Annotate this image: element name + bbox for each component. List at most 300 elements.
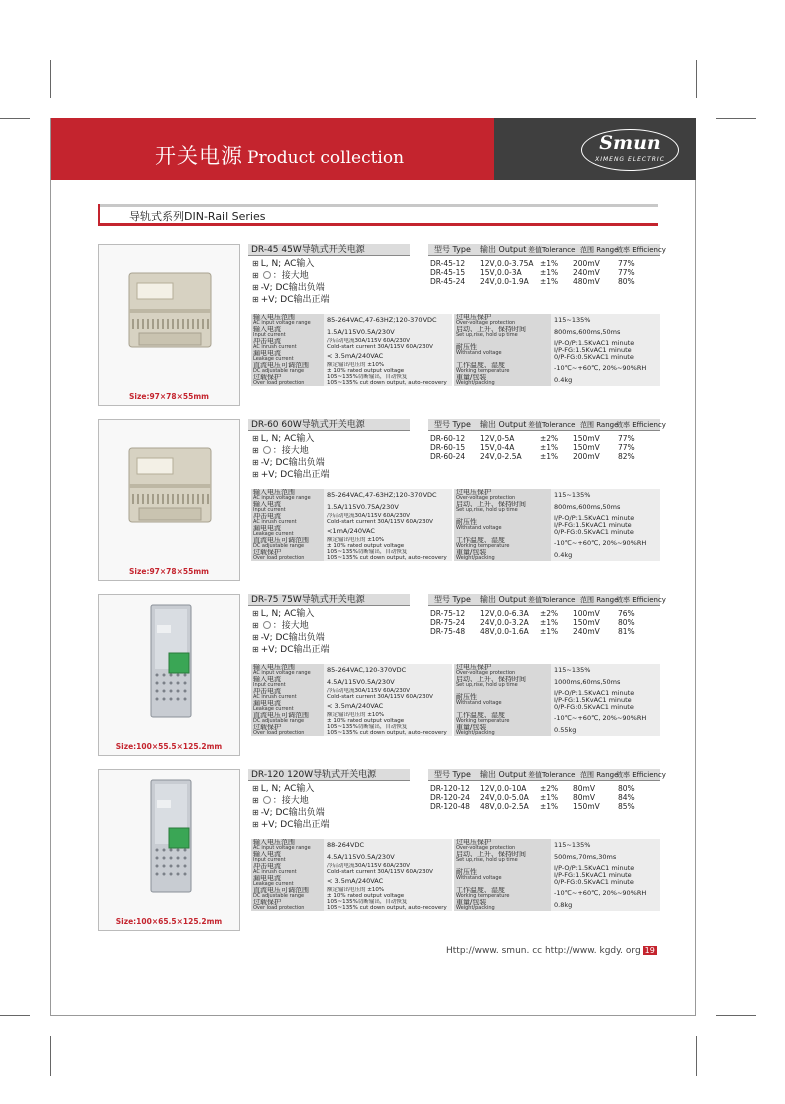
param-cell <box>324 489 452 501</box>
model-tolerance: ±1% <box>540 443 559 452</box>
product-title: DR-45 45W导轨式开关电源 <box>251 245 365 255</box>
text-value: -10℃~+60℃, 20%~90%RH <box>554 364 647 372</box>
model-efficiency: 77% <box>618 268 635 277</box>
model-row <box>428 802 660 811</box>
input-current-value: 4.5A/115V0.5A/230V <box>327 853 395 861</box>
model-tolerance: ±2% <box>540 784 559 793</box>
feature-item <box>252 258 422 270</box>
model-row <box>428 627 660 636</box>
param-cell <box>324 688 452 700</box>
model-range: 100mV <box>573 609 600 618</box>
model-tolerance: ±1% <box>540 259 559 268</box>
param-row <box>251 724 660 736</box>
text-value: 额定输出电压的 ±10% <box>327 887 385 893</box>
logo-sub: XIMENG ELECTRIC <box>595 156 665 163</box>
text-value: 105~135% cut down output, auto-recovery <box>327 905 447 911</box>
param-cell <box>454 899 551 911</box>
param-cell <box>551 839 660 851</box>
model-range: 150mV <box>573 434 600 443</box>
spec-header-efficiency: 效率 Efficiency <box>616 246 666 254</box>
text-value: Weight/packing <box>456 555 495 561</box>
model-range: 150mV <box>573 802 600 811</box>
text-value: Weight/packing <box>456 380 495 386</box>
text-value: I/P-O/P:1.5KvAC1 minute <box>554 864 635 872</box>
product-block <box>98 769 666 934</box>
text-value: 冷启动电流30A/115V 60A/230V <box>327 338 410 344</box>
text-value: 105~135%切断输出，自动恢复 <box>327 724 408 730</box>
feature-item <box>252 644 422 656</box>
text-value: L, N; AC输入 <box>260 784 315 794</box>
model-type: DR-120-48 <box>430 802 470 811</box>
model-range: 200mV <box>573 452 600 461</box>
text-value: DC adjustable range <box>253 368 305 374</box>
param-cell <box>324 664 452 676</box>
spec-header-range: 范围 Range <box>580 596 619 604</box>
setup-value: 800ms,600ms,50ms <box>554 328 621 336</box>
model-output: 24V,0-2.5A <box>480 452 522 461</box>
input-current-value: 1.5A/115V0.75A/230V <box>327 503 399 511</box>
param-cell <box>251 326 324 338</box>
text-value: DC adjustable range <box>253 718 305 724</box>
text-value: 105~135% cut down output, auto-recovery <box>327 555 447 561</box>
model-type: DR-60-24 <box>430 452 466 461</box>
param-cell <box>324 863 452 875</box>
param-row <box>251 676 660 688</box>
param-row <box>251 899 660 911</box>
param-cell <box>324 350 452 362</box>
text-value: I/P-O/P:1.5KvAC1 minute <box>554 339 635 347</box>
text-value: Cold-start current 30A/115V 60A/230V <box>327 344 433 350</box>
text-value: 105~135% cut down output, auto-recovery <box>327 730 447 736</box>
text-value: 过电压保护 <box>456 664 491 671</box>
model-row <box>428 277 660 286</box>
product-photo <box>98 769 240 931</box>
text-value: 过电压保护 <box>456 839 491 846</box>
param-cell <box>324 724 452 736</box>
text-value: ± 10% rated output voltage <box>327 368 405 374</box>
ac-input-value: 85-264VAC,120-370VDC <box>327 666 407 674</box>
text-value: 漏电电流 <box>253 350 281 357</box>
model-table <box>428 609 660 636</box>
param-cell <box>454 851 551 863</box>
text-value: AC input voltage range <box>253 495 311 501</box>
earth-icon <box>263 446 271 454</box>
text-value: 115~135% <box>554 491 591 499</box>
spec-header-range: 范围 Range <box>580 421 619 429</box>
model-row <box>428 784 660 793</box>
param-cell <box>454 688 551 712</box>
spec-header-tolerance: 差值Tolerance <box>528 771 576 779</box>
model-tolerance: ±1% <box>540 793 559 802</box>
param-cell <box>551 374 660 386</box>
text-value: 105~135%切断输出，自动恢复 <box>327 374 408 380</box>
text-value: L, N; AC输入 <box>260 609 315 619</box>
param-row <box>251 326 660 338</box>
text-value: Set up,rise, hold up time <box>456 332 518 338</box>
crop-mark <box>50 1036 51 1076</box>
header-banner <box>51 118 696 180</box>
text-value: -10℃~+60℃, 20%~90%RH <box>554 539 647 547</box>
param-cell <box>551 314 660 326</box>
text-value: Input current <box>253 682 286 688</box>
product-block <box>98 594 666 759</box>
text-value: Withstand voltage <box>456 875 502 881</box>
text-value: 输入电压范围 <box>253 839 295 846</box>
text-value: Leakage current <box>253 881 294 887</box>
text-value: Withstand voltage <box>456 525 502 531</box>
feature-item <box>252 807 422 819</box>
product-title-bar <box>248 594 410 606</box>
footer <box>446 946 657 956</box>
crop-mark <box>0 118 30 119</box>
feature-item <box>252 457 422 469</box>
text-value: Over load protection <box>253 380 305 386</box>
spec-header-range: 范围 Range <box>580 246 619 254</box>
model-type: DR-45-24 <box>430 277 466 286</box>
plus-box-icon: ⊞ <box>252 796 259 805</box>
product-photo-icon <box>99 245 240 385</box>
text-value: Working temperature <box>456 718 510 724</box>
earth-icon <box>263 271 271 279</box>
text-value: 115~135% <box>554 316 591 324</box>
plus-box-icon: ⊞ <box>252 820 259 829</box>
setup-value: 500ms,70ms,30ms <box>554 853 617 861</box>
text-value: Weight/packing <box>456 730 495 736</box>
text-value: Input current <box>253 332 286 338</box>
model-type: DR-45-12 <box>430 259 466 268</box>
model-type: DR-75-48 <box>430 627 466 636</box>
param-cell <box>324 851 452 863</box>
product-title-bar <box>248 769 410 781</box>
ac-input-value: 85-264VAC,47-63HZ;120-370VDC <box>327 491 437 499</box>
feature-item <box>252 270 422 282</box>
text-value: 耐压性 <box>456 343 477 351</box>
text-value: +V; DC输出正端 <box>260 820 330 830</box>
plus-box-icon: ⊞ <box>252 645 259 654</box>
model-output: 15V,0-4A <box>480 443 515 452</box>
param-cell <box>454 501 551 513</box>
plus-box-icon: ⊞ <box>252 470 259 479</box>
param-cell <box>454 537 551 549</box>
param-cell <box>324 326 452 338</box>
text-value: 过电压保护 <box>456 489 491 496</box>
text-value: Leakage current <box>253 706 294 712</box>
param-cell <box>551 338 660 362</box>
section-edge <box>98 204 100 226</box>
spec-header-output: 输出 Output <box>480 770 527 779</box>
text-value: 工作温度、湿度 <box>456 712 505 719</box>
product-photo-icon <box>99 770 240 910</box>
model-efficiency: 77% <box>618 443 635 452</box>
text-value: Cold-start current 30A/115V 60A/230V <box>327 869 433 875</box>
spec-header-efficiency: 效率 Efficiency <box>616 596 666 604</box>
spec-header-output: 输出 Output <box>480 595 527 604</box>
param-cell <box>454 863 551 887</box>
section-line-top <box>98 204 658 207</box>
text-value: -10℃~+60℃, 20%~90%RH <box>554 714 647 722</box>
model-tolerance: ±2% <box>540 434 559 443</box>
param-cell <box>551 549 660 561</box>
text-value: 过载保护 <box>253 374 281 381</box>
param-row <box>251 549 660 561</box>
leakage-value: < 3.5mA/240VAC <box>327 877 384 885</box>
param-cell <box>324 839 452 851</box>
feature-item <box>252 469 422 481</box>
text-value: Leakage current <box>253 356 294 362</box>
spec-header <box>428 244 666 256</box>
param-cell <box>454 664 551 676</box>
weight-value: 0.4kg <box>554 551 573 559</box>
param-cell <box>251 489 324 501</box>
earth-icon <box>263 621 271 629</box>
text-value: ：接大地 <box>272 446 309 456</box>
text-value: 过载保护 <box>253 549 281 556</box>
text-value: Over-voltage protection <box>456 670 516 676</box>
param-row <box>251 513 660 549</box>
feature-item <box>252 433 422 445</box>
param-cell <box>551 664 660 676</box>
param-cell <box>251 899 324 911</box>
input-current-value: 4.5A/115V0.5A/230V <box>327 678 395 686</box>
model-type: DR-75-12 <box>430 609 466 618</box>
model-efficiency: 84% <box>618 793 635 802</box>
setup-value: 1000ms,60ms,50ms <box>554 678 621 686</box>
model-range: 240mV <box>573 627 600 636</box>
text-value: Over-voltage protection <box>456 845 516 851</box>
text-value: L, N; AC输入 <box>260 259 315 269</box>
feature-item <box>252 608 422 620</box>
section-header <box>98 204 658 226</box>
text-value: -10℃~+60℃, 20%~90%RH <box>554 889 647 897</box>
text-value: 直流电压可调范围 <box>253 537 309 544</box>
param-cell <box>454 676 551 688</box>
text-value: I/P-O/P:1.5KvAC1 minute <box>554 689 635 697</box>
product-photo-icon <box>99 595 240 735</box>
spec-header <box>428 594 666 606</box>
text-value: Working temperature <box>456 368 510 374</box>
plus-box-icon: ⊞ <box>252 283 259 292</box>
param-row <box>251 314 660 326</box>
text-value: ：接大地 <box>272 796 309 806</box>
product-title: DR-60 60W导轨式开关电源 <box>251 420 365 430</box>
text-value: 冲击电流 <box>253 513 281 520</box>
param-cell <box>551 489 660 501</box>
text-value: 105~135%切断输出，自动恢复 <box>327 899 408 905</box>
param-cell <box>324 537 452 549</box>
text-value: 额定输出电压的 ±10% <box>327 537 385 543</box>
text-value: Cold-start current 30A/115V 60A/230V <box>327 694 433 700</box>
text-value: AC input voltage range <box>253 845 311 851</box>
model-output: 12V,0-5A <box>480 434 515 443</box>
param-cell <box>251 875 324 887</box>
text-value: 过载保护 <box>253 724 281 731</box>
product-size: Size:97×78×55mm <box>129 567 209 576</box>
text-value: AC input voltage range <box>253 320 311 326</box>
text-value: DC adjustable range <box>253 543 305 549</box>
model-row <box>428 609 660 618</box>
text-value: +V; DC输出正端 <box>260 470 330 480</box>
param-cell <box>251 537 324 549</box>
model-efficiency: 77% <box>618 434 635 443</box>
plus-box-icon: ⊞ <box>252 458 259 467</box>
param-cell <box>454 338 551 362</box>
text-value: 输入电流 <box>253 851 281 858</box>
product-title-bar <box>248 244 410 256</box>
text-value: 115~135% <box>554 841 591 849</box>
model-efficiency: 85% <box>618 802 635 811</box>
weight-value: 0.55kg <box>554 726 577 734</box>
text-value: 直流电压可调范围 <box>253 887 309 894</box>
text-value: Cold-start current 30A/115V 60A/230V <box>327 519 433 525</box>
model-range: 200mV <box>573 259 600 268</box>
param-cell <box>251 350 324 362</box>
text-value: 工作温度、湿度 <box>456 537 505 544</box>
product-photo <box>98 594 240 756</box>
spec-header-tolerance: 差值Tolerance <box>528 596 576 604</box>
text-value: 输入电压范围 <box>253 664 295 671</box>
plus-box-icon: ⊞ <box>252 633 259 642</box>
text-value: 直流电压可调范围 <box>253 362 309 369</box>
model-output: 12V,0.0-10A <box>480 784 527 793</box>
model-tolerance: ±1% <box>540 627 559 636</box>
model-type: DR-75-24 <box>430 618 466 627</box>
text-value: 启动、上升、保持时间 <box>456 676 526 683</box>
model-row <box>428 793 660 802</box>
feature-item <box>252 632 422 644</box>
text-value: 过载保护 <box>253 899 281 906</box>
model-efficiency: 77% <box>618 259 635 268</box>
feature-item <box>252 819 422 831</box>
text-value: 耐压性 <box>456 693 477 701</box>
param-cell <box>324 549 452 561</box>
text-value: Working temperature <box>456 543 510 549</box>
param-cell <box>324 887 452 899</box>
title-cn: 开关电源 <box>155 144 243 168</box>
spec-header-output: 输出 Output <box>480 420 527 429</box>
text-value: Set up,rise, hold up time <box>456 857 518 863</box>
plus-box-icon: ⊞ <box>252 434 259 443</box>
param-cell <box>551 688 660 712</box>
param-cell <box>251 863 324 875</box>
text-value: 耐压性 <box>456 868 477 876</box>
earth-icon <box>263 796 271 804</box>
param-row <box>251 374 660 386</box>
model-efficiency: 82% <box>618 452 635 461</box>
param-cell <box>551 501 660 513</box>
text-value: I/P-FG:1.5KvAC1 minute <box>554 521 632 529</box>
leakage-value: < 3.5mA/240VAC <box>327 702 384 710</box>
text-value: Over load protection <box>253 555 305 561</box>
text-value: Input current <box>253 857 286 863</box>
param-cell <box>251 676 324 688</box>
param-cell <box>551 676 660 688</box>
model-range: 80mV <box>573 784 595 793</box>
param-row <box>251 839 660 851</box>
spec-header-tolerance: 差值Tolerance <box>528 421 576 429</box>
text-value: 漏电电流 <box>253 875 281 882</box>
plus-box-icon: ⊞ <box>252 609 259 618</box>
text-value: 冲击电流 <box>253 688 281 695</box>
model-output: 15V,0.0-3A <box>480 268 522 277</box>
model-output: 12V,0.0-6.3A <box>480 609 529 618</box>
text-value: 漏电电流 <box>253 700 281 707</box>
spec-header-output: 输出 Output <box>480 245 527 254</box>
param-cell <box>324 501 452 513</box>
param-cell <box>551 899 660 911</box>
text-value: 工作温度、湿度 <box>456 887 505 894</box>
leakage-value: <1mA/240VAC <box>327 527 375 535</box>
spec-header <box>428 419 666 431</box>
param-row <box>251 338 660 374</box>
model-table <box>428 434 660 461</box>
param-row <box>251 851 660 863</box>
title-en: Product collection <box>247 148 405 168</box>
model-range: 150mV <box>573 443 600 452</box>
param-cell <box>251 664 324 676</box>
plus-box-icon: ⊞ <box>252 446 259 455</box>
model-table <box>428 259 660 286</box>
spec-header-type: 型号 Type <box>434 245 471 254</box>
product-size: Size:100×65.5×125.2mm <box>115 917 223 926</box>
param-row <box>251 863 660 899</box>
plus-box-icon: ⊞ <box>252 784 259 793</box>
param-cell <box>251 839 324 851</box>
param-cell <box>551 863 660 887</box>
text-value: 重量/包装 <box>456 724 487 731</box>
plus-box-icon: ⊞ <box>252 259 259 268</box>
footer-links[interactable]: Http://www. smun. cc http://www. kgdy. org <box>446 946 641 956</box>
text-value: -V; DC输出负端 <box>260 808 325 818</box>
text-value: 冷启动电流30A/115V 60A/230V <box>327 863 410 869</box>
spec-header-range: 范围 Range <box>580 771 619 779</box>
param-cell <box>551 326 660 338</box>
model-tolerance: ±1% <box>540 618 559 627</box>
param-cell <box>251 712 324 724</box>
feature-item <box>252 783 422 795</box>
model-row <box>428 618 660 627</box>
product-photo <box>98 419 240 581</box>
text-value: I/P-O/P:1.5KvAC1 minute <box>554 514 635 522</box>
text-value: Input current <box>253 507 286 513</box>
text-value: 冲击电流 <box>253 338 281 345</box>
leakage-value: < 3.5mA/240VAC <box>327 352 384 360</box>
section-title: 导轨式系列DIN-Rail Series <box>129 210 266 223</box>
text-value: 0/P-FG:0.5KvAC1 minute <box>554 878 634 886</box>
text-value: 重量/包装 <box>456 374 487 381</box>
plus-box-icon: ⊞ <box>252 271 259 280</box>
model-efficiency: 80% <box>618 277 635 286</box>
text-value: 冲击电流 <box>253 863 281 870</box>
text-value: AC inrush current <box>253 694 297 700</box>
text-value: -V; DC输出负端 <box>260 633 325 643</box>
product-title: DR-75 75W导轨式开关电源 <box>251 595 365 605</box>
text-value: 重量/包装 <box>456 899 487 906</box>
text-value: 过电压保护 <box>456 314 491 321</box>
param-cell <box>551 851 660 863</box>
param-cell <box>324 513 452 525</box>
text-value: I/P-FG:1.5KvAC1 minute <box>554 696 632 704</box>
page-number: 19 <box>644 946 655 955</box>
param-cell <box>551 537 660 549</box>
model-output: 48V,0.0-2.5A <box>480 802 529 811</box>
text-value: I/P-FG:1.5KvAC1 minute <box>554 346 632 354</box>
param-cell <box>454 314 551 326</box>
text-value: AC inrush current <box>253 344 297 350</box>
text-value: Weight/packing <box>456 905 495 911</box>
model-type: DR-60-12 <box>430 434 466 443</box>
text-value: 直流电压可调范围 <box>253 712 309 719</box>
model-range: 240mV <box>573 268 600 277</box>
